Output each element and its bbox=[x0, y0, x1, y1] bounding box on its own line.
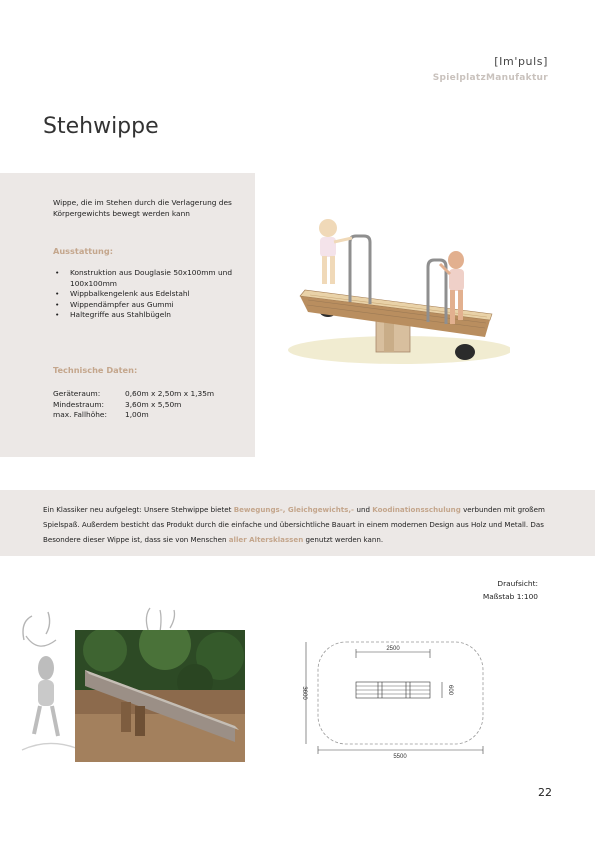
seesaw-photo bbox=[75, 630, 245, 762]
plan-dim-length: 2500 bbox=[386, 646, 400, 652]
sketch-decoration bbox=[18, 610, 78, 770]
tech-row bbox=[53, 400, 214, 411]
highlight-text: Bewegungs-, Gleichgewichts,- bbox=[233, 505, 357, 514]
plan-drawing bbox=[298, 630, 503, 760]
tech-value: 3,60m x 5,50m bbox=[125, 399, 182, 409]
band-text-part: und bbox=[356, 505, 373, 514]
tech-row bbox=[53, 410, 214, 421]
plan-scale: Maßstab 1:100 bbox=[482, 592, 538, 601]
plan-caption bbox=[483, 577, 538, 603]
brand-subtitle: SpielplatzManufaktur bbox=[432, 73, 548, 83]
highlight-text: Koodinationsschulung bbox=[372, 505, 461, 514]
tech-label: Mindestraum: bbox=[53, 399, 105, 409]
band-text-part: verbunden mit großem Spielspaß. Außerdem besticht das Produkt durch die einfache und übersichtliche Bauart in einem modernen Design aus Holz und Metall. Das Besondere dieser Wippe ist, dass sie von Menschen bbox=[43, 505, 545, 544]
plan-dim-outer-width: 3600 bbox=[301, 686, 307, 700]
brand-logo bbox=[433, 55, 548, 83]
tech-value: 0,60m x 2,50m x 1,35m bbox=[125, 389, 215, 398]
brand-name: [Im'puls] bbox=[494, 55, 548, 68]
tech-heading: Technische Daten: bbox=[53, 365, 138, 375]
tech-row bbox=[53, 389, 214, 400]
tech-label: max. Fallhöhe: bbox=[53, 410, 107, 419]
list-item: • Konstruktion aus Douglasie 50x100mm und 100x100mm bbox=[53, 268, 253, 289]
page-title: Stehwippe bbox=[43, 114, 159, 139]
features-heading: Ausstattung: bbox=[53, 246, 113, 256]
list-item: • Wippendämpfer aus Gummi bbox=[53, 300, 253, 311]
tech-table bbox=[53, 389, 214, 421]
page-number: 22 bbox=[538, 786, 552, 799]
product-description: Wippe, die im Stehen durch die Verlagerung des Körpergewichts bewegt werden kann bbox=[53, 198, 232, 218]
list-item: • Wippbalkengelenk aus Edelstahl bbox=[53, 289, 253, 300]
description-text bbox=[43, 502, 553, 547]
features-list bbox=[53, 268, 253, 321]
tech-label: Geräteraum: bbox=[53, 389, 101, 398]
band-text-part: Ein Klassiker neu aufgelegt: Unsere Stehwippe bietet bbox=[43, 505, 234, 514]
plan-dim-outer-length: 5500 bbox=[393, 754, 407, 760]
plan-dim-width: 600 bbox=[447, 684, 453, 696]
tech-value: 1,00m bbox=[125, 410, 149, 419]
highlight-text: aller Altersklassen bbox=[228, 535, 304, 544]
list-item: • Haltegriffe aus Stahlbügeln bbox=[53, 310, 253, 321]
seesaw-illustration bbox=[280, 212, 510, 372]
plan-caption-title: Draufsicht: bbox=[497, 579, 538, 588]
band-text-part: genutzt werden kann. bbox=[303, 535, 384, 544]
